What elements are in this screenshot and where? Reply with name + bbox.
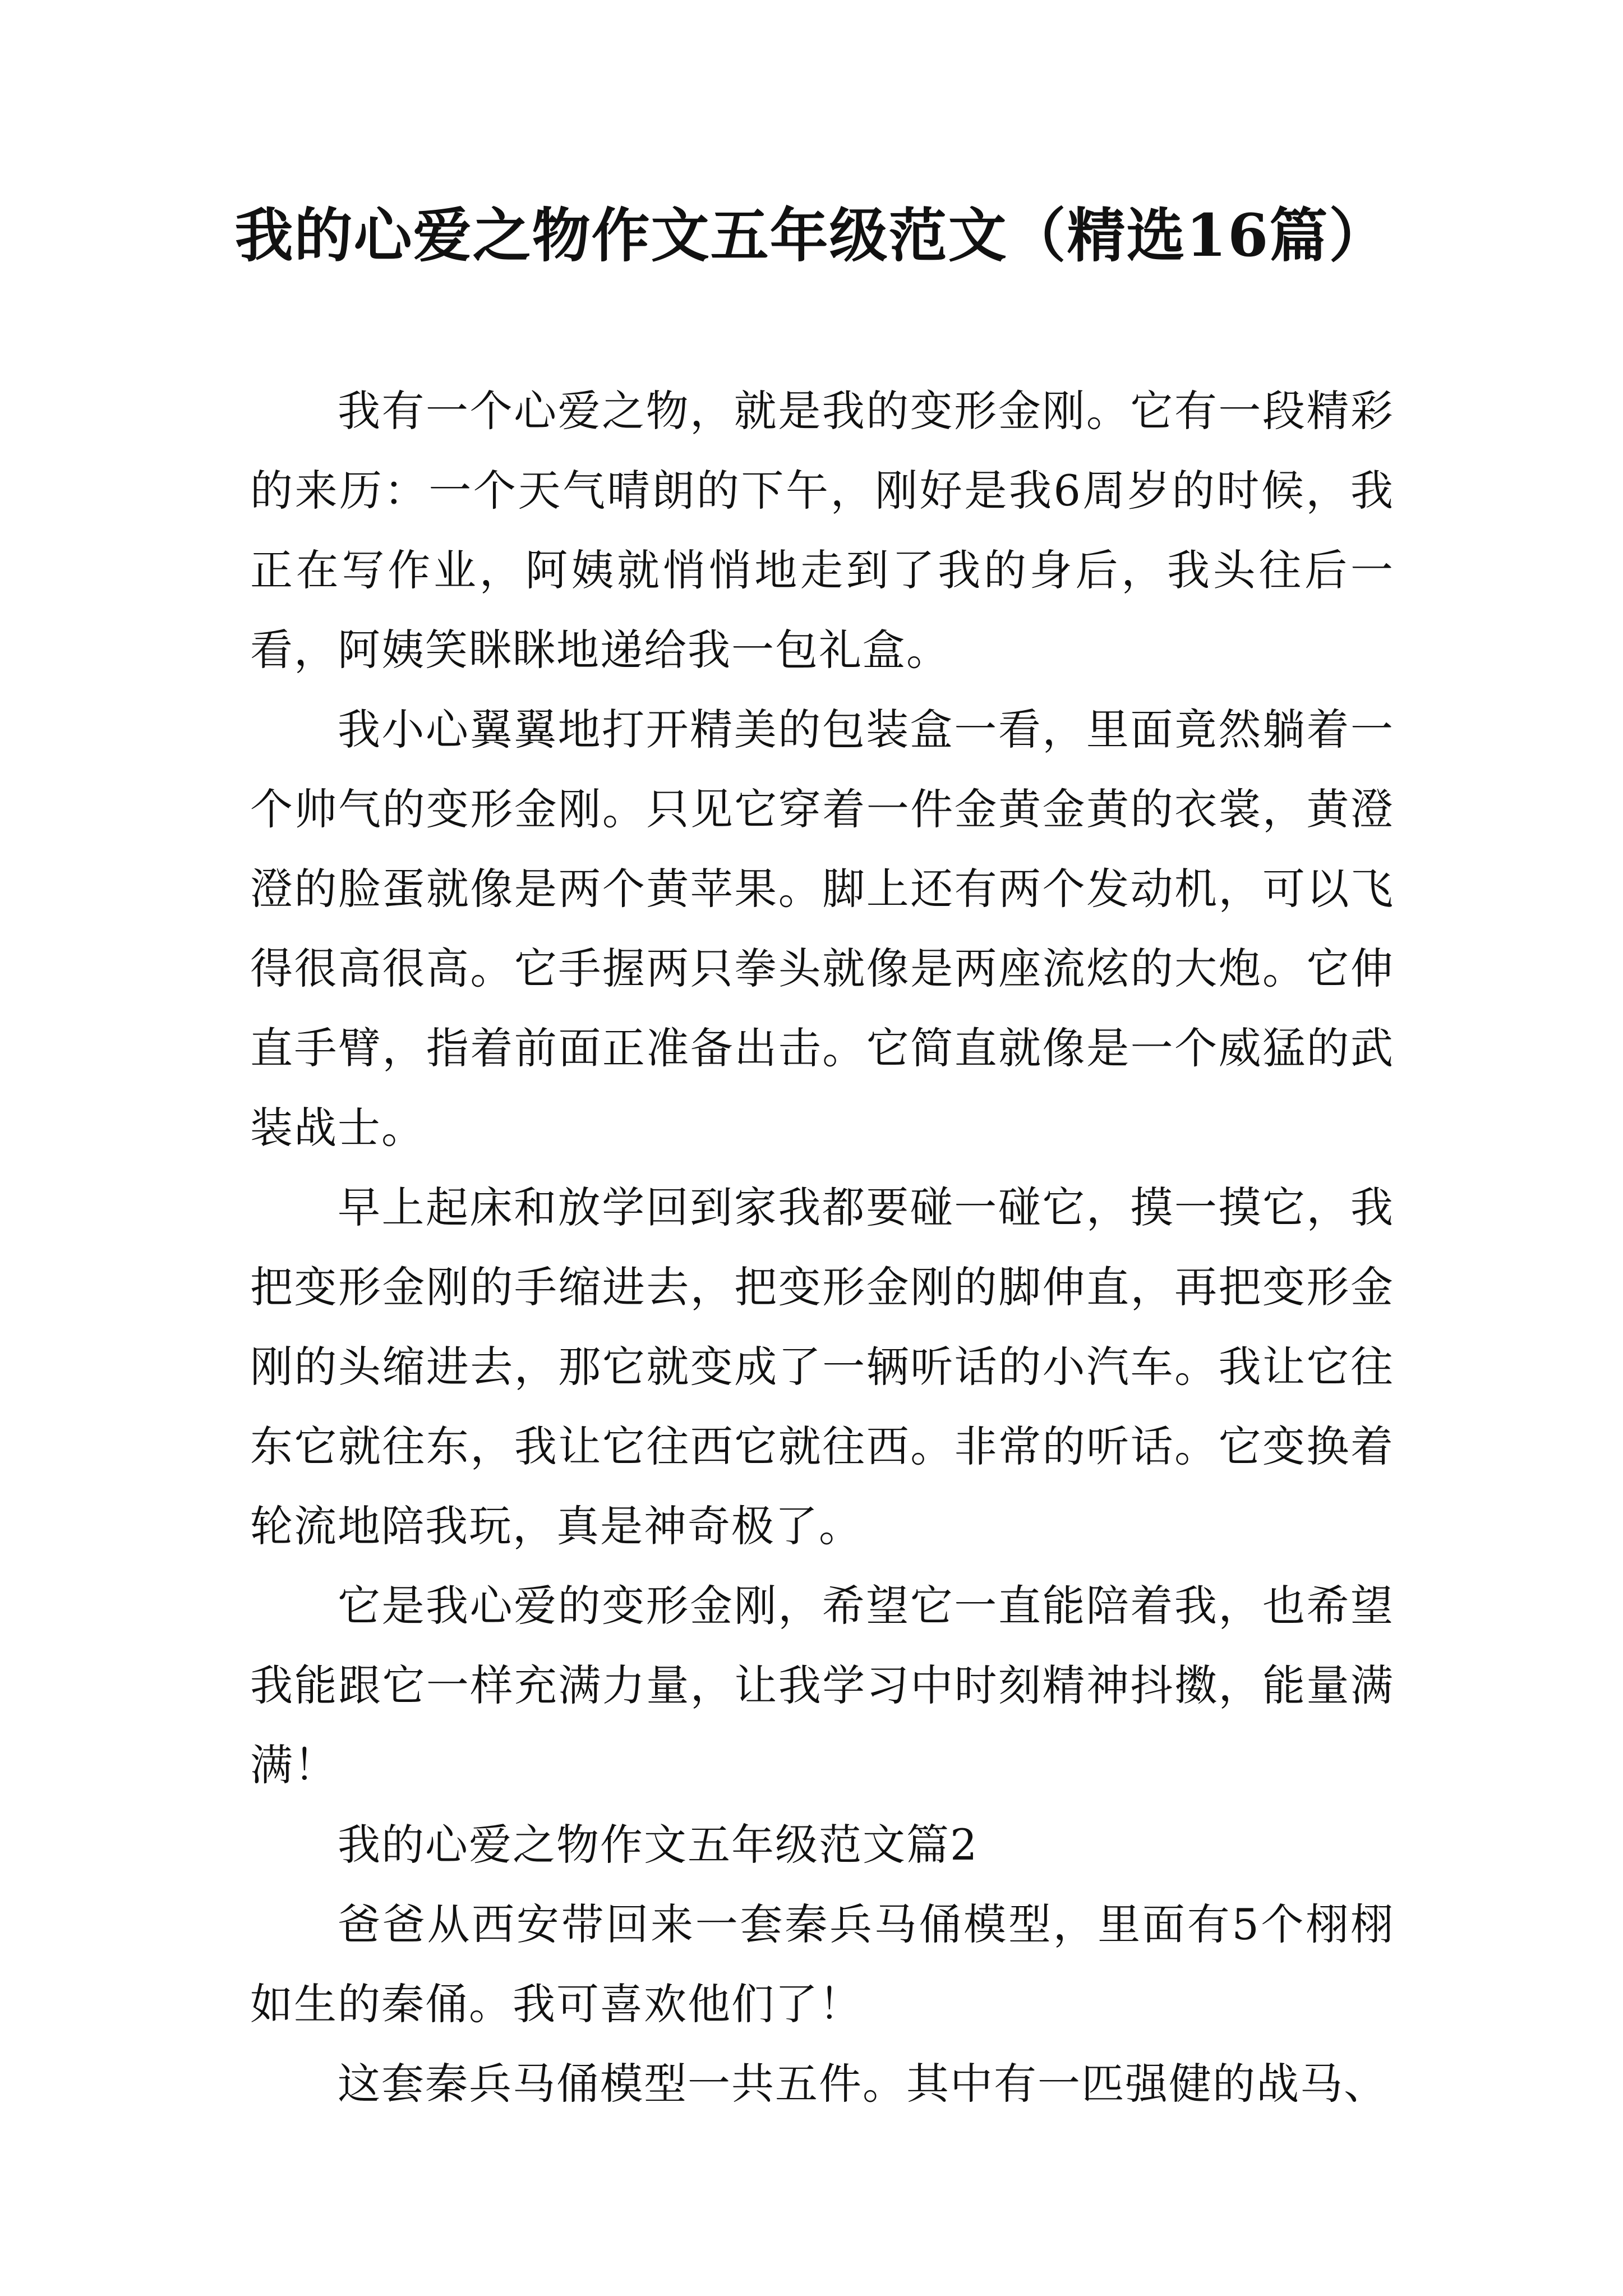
paragraph-5: 爸爸从西安带回来一套秦兵马俑模型，里面有5个栩栩如生的秦俑。我可喜欢他们了！ [250, 1899, 1394, 2029]
section-heading-2: 我的心爱之物作文五年级范文篇2 [338, 1820, 979, 1870]
paragraph-3: 早上起床和放学回到家我都要碰一碰它，摸一摸它，我把变形金刚的手缩进去，把变形金刚的脚伸直，再把变形金刚的头缩进去，那它就变成了一辆听话的小汽车。我让它往东它就往东，我让它往西它就往西。非常的听话。它变换着轮流地陪我玩，真是神奇极了。 [250, 1182, 1394, 1551]
paragraph-1: 我有一个心爱之物，就是我的变形金刚。它有一段精彩的来历：一个天气晴朗的下午，刚好是我6周岁的时候，我正在写作业，阿姨就悄悄地走到了我的身后，我头往后一看，阿姨笑眯眯地递给我一包礼盒。 [250, 386, 1394, 675]
document-title: 我的心爱之物作文五年级范文（精选16篇） [234, 201, 1389, 270]
paragraph-4: 它是我心爱的变形金刚，希望它一直能陪着我，也希望我能跟它一样充满力量，让我学习中时刻精神抖擞，能量满满！ [250, 1581, 1394, 1790]
document-body [250, 371, 1394, 2124]
paragraph-2: 我小心翼翼地打开精美的包装盒一看，里面竟然躺着一个帅气的变形金刚。只见它穿着一件金黄金黄的衣裳，黄澄澄的脸蛋就像是两个黄苹果。脚上还有两个发动机，可以飞得很高很高。它手握两只拳头就像是两座流炫的大炮。它伸直手臂，指着前面正准备出击。它简直就像是一个威猛的武装战士。 [250, 705, 1394, 1153]
paragraph-6: 这套秦兵马俑模型一共五件。其中有一匹强健的战马、 [338, 2059, 1387, 2109]
